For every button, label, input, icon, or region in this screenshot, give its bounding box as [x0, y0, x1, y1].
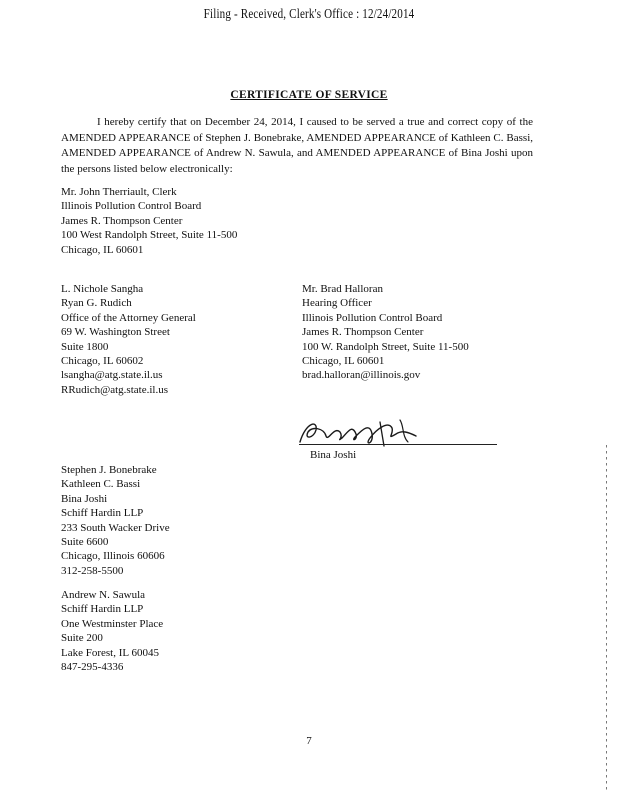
ho-line: 100 W. Randolph Street, Suite 11-500	[302, 340, 469, 353]
firm-line: Chicago, Illinois 60606	[61, 550, 165, 563]
firm-block-lake-forest	[61, 588, 163, 674]
firm-line: Suite 200	[61, 632, 103, 645]
clerk-line: James R. Thompson Center	[61, 214, 183, 227]
firm-line: 847-295-4336	[61, 661, 124, 674]
recipient-attorney-general-block	[61, 282, 196, 397]
ag-line: Office of the Attorney General	[61, 311, 196, 324]
firm-line: Schiff Hardin LLP	[61, 507, 144, 520]
firm-line: Suite 6600	[61, 536, 109, 549]
ho-line: Illinois Pollution Control Board	[302, 311, 443, 324]
ho-line: Chicago, IL 60601	[302, 355, 385, 368]
email-link[interactable]: lsangha@atg.state.il.us	[61, 369, 163, 382]
signer-name: Bina Joshi	[310, 449, 357, 461]
ho-line: James R. Thompson Center	[302, 326, 424, 339]
ag-line: L. Nichole Sangha	[61, 283, 144, 295]
ag-line: Ryan G. Rudich	[61, 297, 132, 310]
ag-line: Chicago, IL 60602	[61, 355, 144, 368]
clerk-line: Chicago, IL 60601	[61, 243, 144, 256]
scan-edge-artifact	[606, 445, 607, 790]
ag-line: Suite 1800	[61, 340, 109, 353]
firm-line: Andrew N. Sawula	[61, 589, 146, 601]
firm-line: One Westminster Place	[61, 617, 164, 630]
firm-line: Bina Joshi	[61, 492, 108, 505]
firm-line: Kathleen C. Bassi	[61, 478, 141, 491]
clerk-line: Mr. John Therriault, Clerk	[61, 186, 177, 198]
firm-line: Schiff Hardin LLP	[61, 603, 144, 616]
firm-line: 233 South Wacker Drive	[61, 521, 170, 534]
firm-line: 312-258-5500	[61, 564, 124, 577]
email-link[interactable]: brad.halloran@illinois.gov	[302, 369, 421, 382]
ho-line: Hearing Officer	[302, 297, 372, 310]
firm-line: Lake Forest, IL 60045	[61, 646, 159, 659]
firm-line: Stephen J. Bonebrake	[61, 464, 157, 476]
clerk-line: 100 West Randolph Street, Suite 11-500	[61, 229, 238, 242]
clerk-line: Illinois Pollution Control Board	[61, 200, 202, 213]
document-title: CERTIFICATE OF SERVICE	[230, 89, 388, 101]
recipient-hearing-officer-block	[302, 282, 469, 383]
filing-stamp-header: Filing - Received, Clerk's Office : 12/24/2014	[203, 6, 415, 21]
page-number: 7	[306, 735, 312, 747]
ho-line: Mr. Brad Halloran	[302, 283, 383, 295]
firm-block-chicago	[61, 463, 170, 578]
certification-paragraph: I hereby certify that on December 24, 2014, I caused to be served a true and correct copy of the AMENDED APPEARANCE of Stephen J. Bonebrake, AMENDED APPEARANCE of Kathleen C. Bassi, AMENDED APPEARANCE of Andrew N. Sawula, and AMENDED APPEARANCE of Bina Joshi upon the persons listed below electronically:	[61, 116, 533, 175]
signature-line	[299, 444, 497, 445]
ag-line: 69 W. Washington Street	[61, 326, 170, 339]
email-link[interactable]: RRudich@atg.state.il.us	[61, 383, 168, 396]
recipient-clerk-block	[61, 185, 237, 257]
